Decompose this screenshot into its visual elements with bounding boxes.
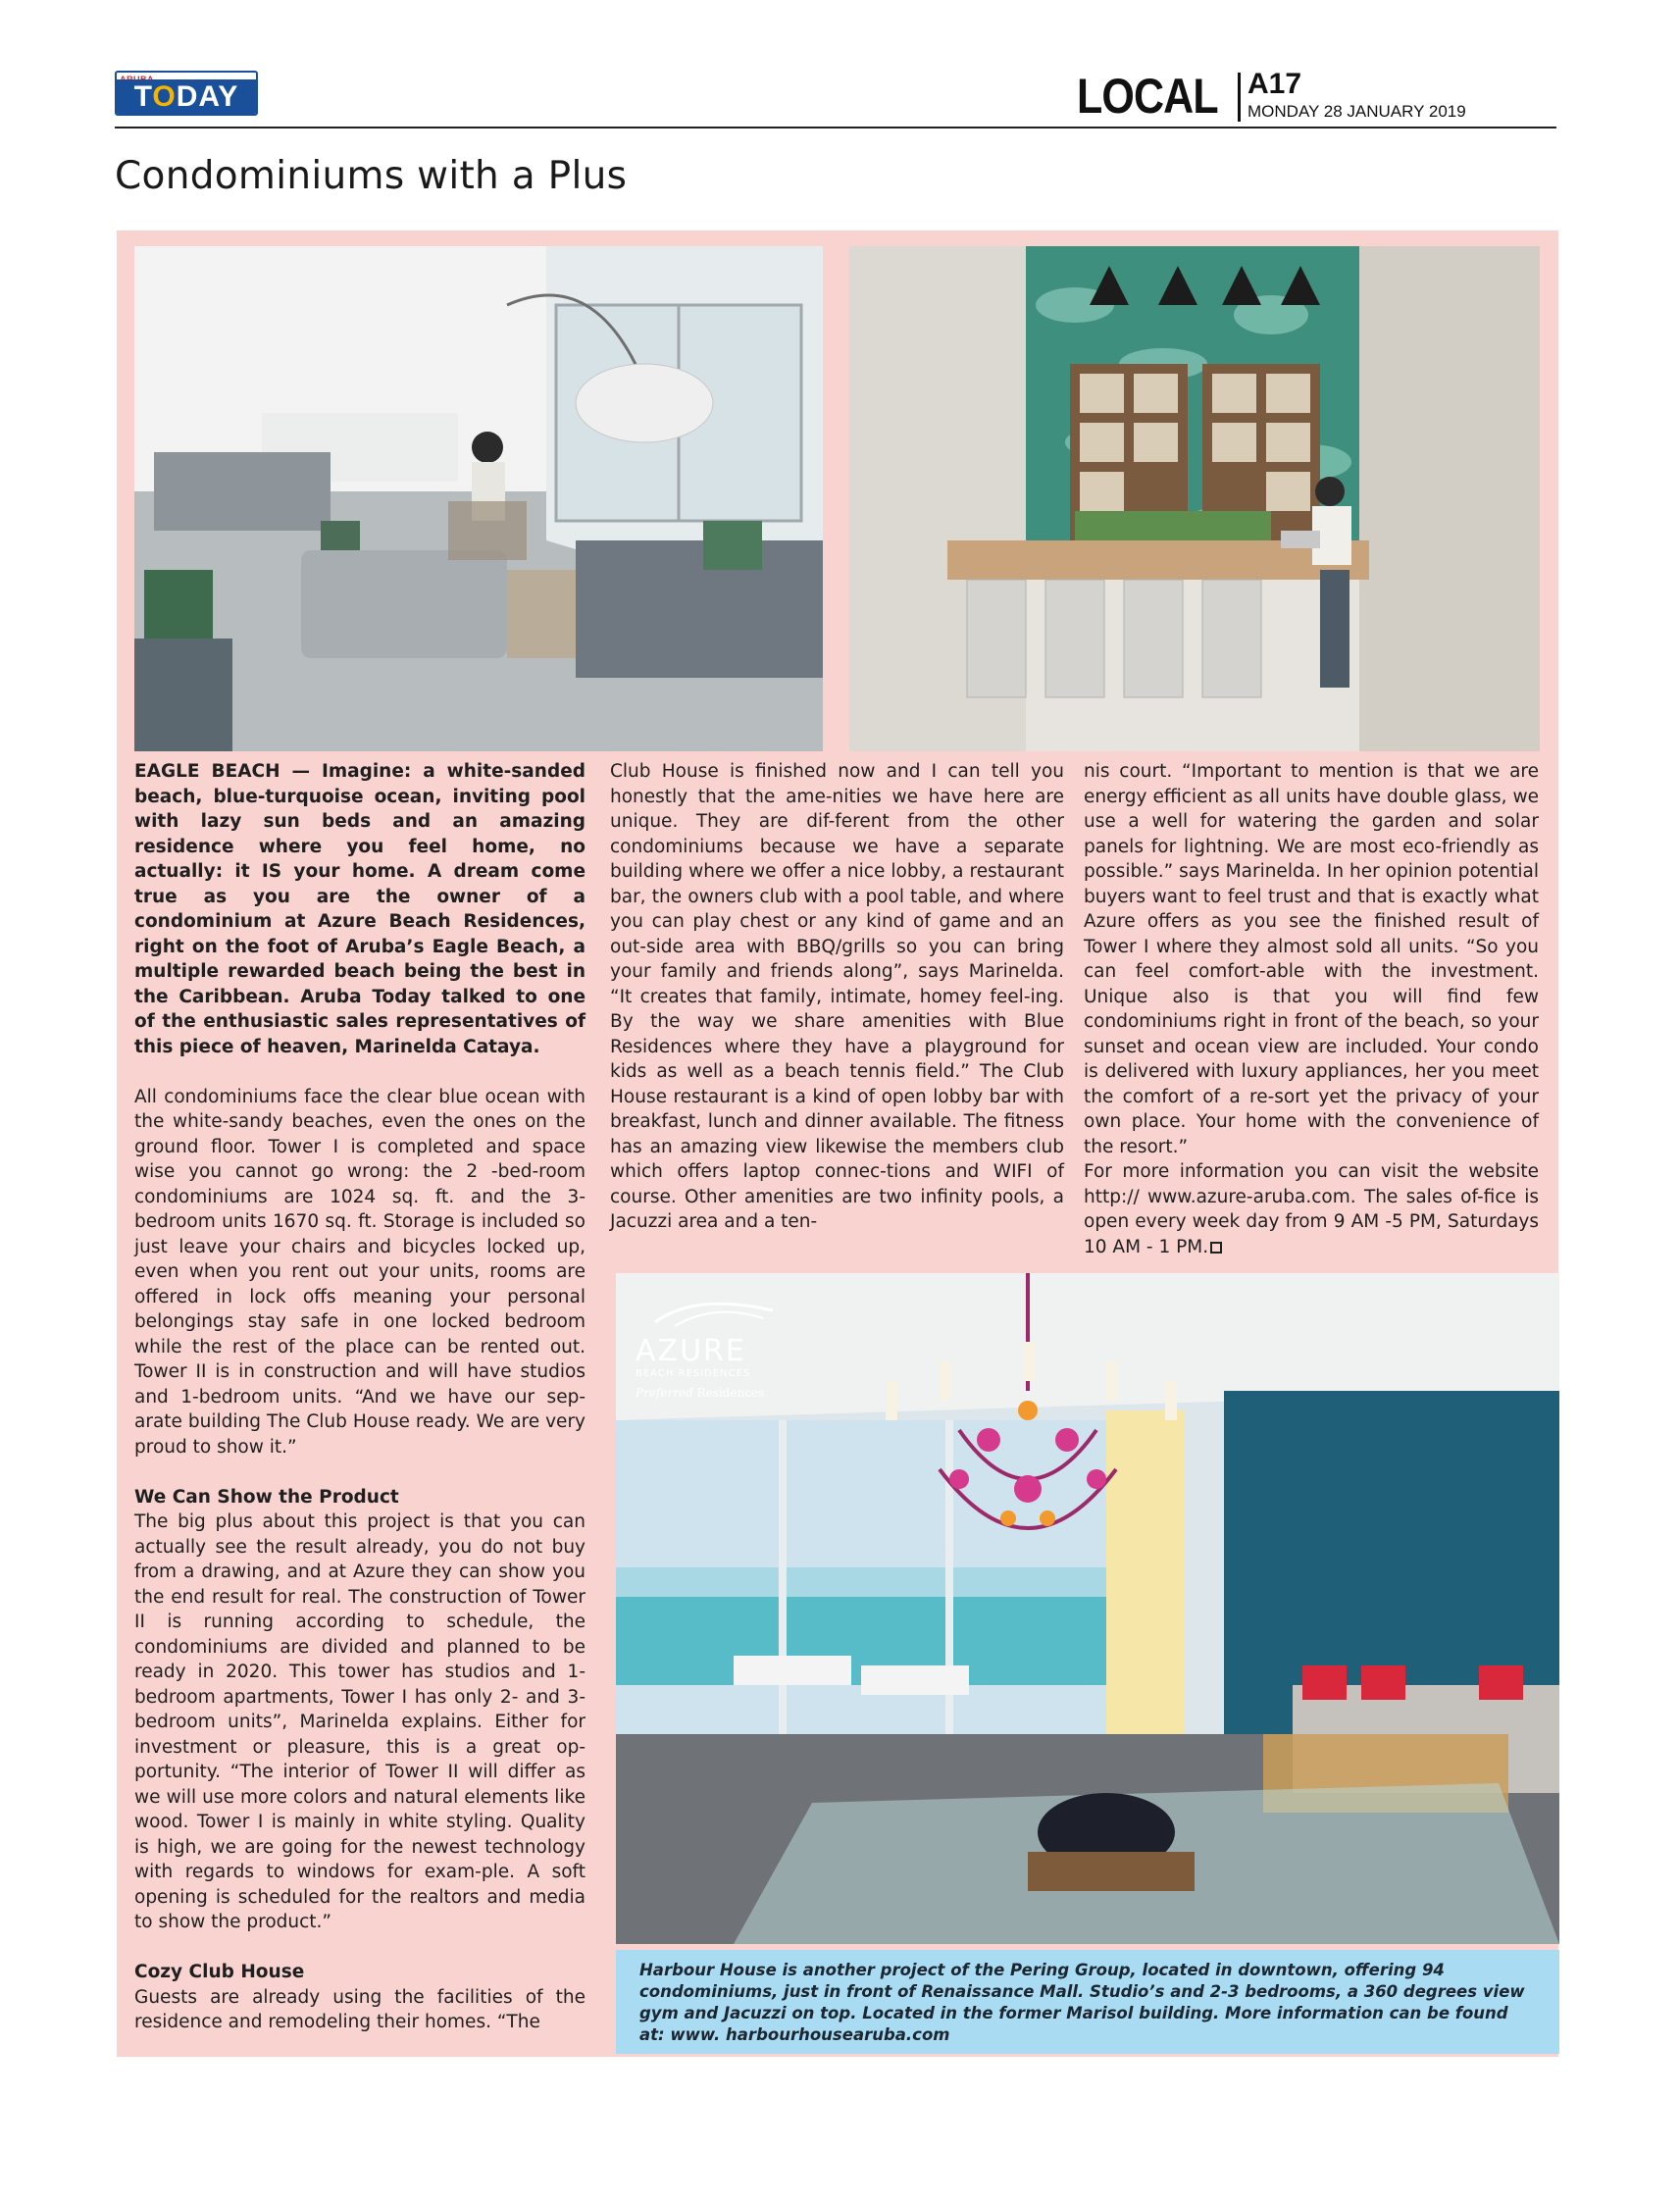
article-column-1 (134, 759, 585, 2035)
article-paragraph: Guests are already using the facilities of the residence and remodeling their homes. “The (134, 1986, 585, 2032)
article-lead: EAGLE BEACH — Imagine: a white-sanded beach, blue-turquoise ocean, inviting pool with lazy sun beds and an amazing residence where you feel home, no actually: it IS your home. A dream come true as you are the owner of a condominium at Azure Beach Residences, right on the foot of Aruba’s Eagle Beach, a multiple rewarded beach being the best in the Caribbean. Aruba Today talked to one of the enthusiastic sales representatives of this piece of heaven, Marinelda Cataya. (134, 761, 585, 1057)
logo-wordmark: TODAY (117, 79, 256, 114)
subheading: Cozy Club House (134, 1962, 305, 1982)
living-room-photo (134, 246, 823, 751)
photo-caption (616, 1950, 1559, 2054)
article-column-2 (610, 759, 1064, 1235)
aruba-today-logo (115, 71, 258, 116)
azure-interior-photo (616, 1273, 1559, 1944)
logo-subtitle: BEACH RESIDENCES (636, 1368, 751, 1379)
section-name: LOCAL (1077, 69, 1218, 124)
issue-date: MONDAY 28 JANUARY 2019 (1247, 102, 1466, 121)
page-number: A17 (1247, 68, 1302, 100)
article-paragraph: All condominiums face the clear blue ocean with the white-sandy beaches, even the ones on the ground floor. Tower I is completed and space wise you cannot go wrong: the 2 -bed-room condominiums are 1024 sq. ft. and the 3-bedroom units 1670 sq. ft. Storage is included so just leave your chairs and bicycles locked up, even when you rent out your units, rooms are offered in lock offs meaning your personal belongings stay safe in one locked bedroom while the rest of the place can be rented out. Tower II is in construction and will have studios and 1-bedroom units. “And we have our sep-arate building The Club House ready. We are very proud to show it.” (134, 1086, 585, 1458)
article-headline: Condominiums with a Plus (115, 154, 628, 198)
wave-logo-icon (636, 1293, 792, 1332)
article-paragraph: The big plus about this project is that you can actually see the result already, you do not buy from a drawing, and at Azure they can show you the end result for real. The construction of Tower II is running according to schedule, the condominiums are divided and planned to be ready in 2020. This tower has studios and 1-bedroom apartments, Tower I has only 2- and 3- bedroom units”, Marinelda explains. Either for investment or pleasure, this is a great op-portunity. “The interior of Tower II will differ as we will use more colors and natural elements like wood. Tower I is mainly in white styling. Quality is high, we are going for the newest technology with regards to windows for exam-ple. A soft opening is scheduled for the realtors and media to show the product.” (134, 1511, 585, 1932)
article-paragraph: nis court. “Important to mention is that we are energy efficient as all units have double glass, we use a well for watering the garden and solar panels for lightning. We are most eco-friendly as possible.” says Marinelda. In her opinion potential buyers want to feel trust and that is exactly what Azure offers as you see the finished result of Tower I where they almost sold all units. “So you can feel comfort-able with the investment. Unique also is that you will find few condominiums right in front of the beach, so your sunset and ocean view are included. Your condo is delivered with luxury appliances, her you meet the comfort of a re-sort yet the privacy of your own place. Your home with the convenience of the resort.” (1084, 761, 1539, 1157)
masthead-separator (1238, 73, 1241, 122)
end-mark-icon (1210, 1242, 1222, 1254)
logo-brand: AZURE (636, 1334, 746, 1368)
subheading: We Can Show the Product (134, 1486, 399, 1508)
article-paragraph: For more information you can visit the website http:// www.azure-aruba.com. The sales of-fice is open every week day from 9 AM -5 PM, Saturdays 10 AM - 1 PM. (1084, 1161, 1539, 1257)
logo-tagline: Preferred Residences (636, 1386, 765, 1400)
caption-text: Harbour House is another project of the Pering Group, located in downtown, offering 94 condominiums, just in front of Renaissance Mall. Studio’s and 2-3 bedrooms, a 360 degrees view gym and Jacuzzi on top. Located in the former Marisol building. More information can be found at: www. harbourhousearuba.com (639, 1961, 1525, 2044)
article-column-3 (1084, 759, 1539, 1259)
article-paragraph: Club House is finished now and I can tell you honestly that the ame-nities we have here are unique. They are dif-ferent from the other condominiums because we have a separate building where we offer a nice lobby, a restaurant bar, the owners club with a pool table, and where you can play chest or any kind of game and an out-side area with BBQ/grills so you can bring your family and friends along”, says Marinelda. “It creates that family, intimate, homey feel-ing. By the way we share amenities with Blue Residences where they have a playground for kids as well as a beach tennis field.” The Club House restaurant is a kind of open lobby bar with breakfast, lunch and dinner available. The fitness has an amazing view likewise the members club which offers laptop connec-tions and WIFI of course. Other amenities are two infinity pools, a Jacuzzi area and a ten- (610, 761, 1064, 1232)
azure-logo (636, 1293, 792, 1400)
masthead-rule (115, 127, 1556, 128)
club-house-photo (849, 246, 1540, 751)
